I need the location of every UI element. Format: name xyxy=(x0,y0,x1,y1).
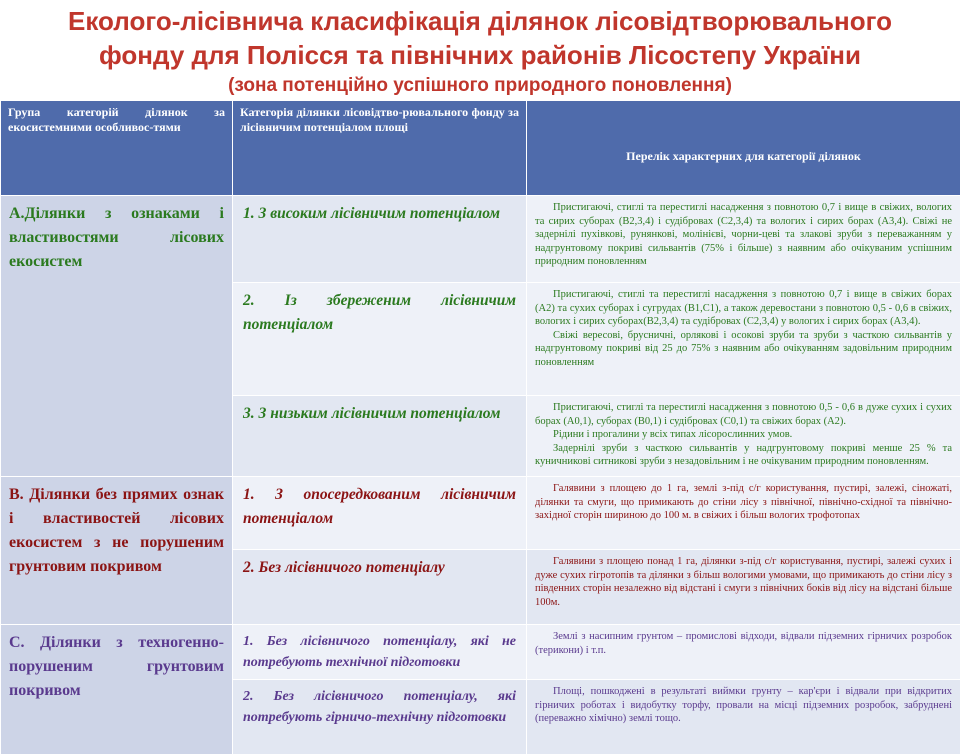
description-c2 xyxy=(527,680,960,755)
category-a3: 3. З низьким лісівничим потенціалом xyxy=(233,396,527,477)
description-paragraph: Галявини з площею понад 1 га, ділянки з-під с/г користування, пустирі, залежі сухих і дуже сухих гігротопів та ділянки з більш вологими умовами, що примикають до стіни лісу з південних сторін незалежно від відстані і смуги з північних боків від лісу на відстані більше 100м. xyxy=(535,555,952,609)
table-header-row xyxy=(1,101,960,196)
title-line-1: Еколого-лісівнича класифікація ділянок лісовідтворювального xyxy=(0,4,960,38)
slide-title xyxy=(0,4,960,98)
title-subtitle: (зона потенційно успішного природного поновлення) xyxy=(0,74,960,98)
group-c-label: С. Ділянки з техногенно-порушеним грунтовим покривом xyxy=(1,625,233,755)
description-paragraph: Пристигаючі, стиглі та перестиглі насадження з повнотою 0,7 і вище в свіжих борах (А2) та сухих суборах і сугрудах (В1,С1), а також деревостани з повнотою 0,5 - 0,6 в свіжих, вологих і сирих суборах(В2,3,4) та судібровах (С2,3,4) у вологих і сирих борах (А3,4). xyxy=(535,288,952,329)
table-row xyxy=(1,196,960,283)
description-a1 xyxy=(527,196,960,283)
category-a2: 2. Із збереженим лісівничим потенціалом xyxy=(233,283,527,396)
description-paragraph: Галявини з площею до 1 га, землі з-під с/г користування, пустирі, залежі, сіножаті, ділянки та смуги, що примикають до стіни лісу з північної, північно-східної та північно-західної сторін шириною до 100 м. в свіжих і більш вологих трофотопах xyxy=(535,482,952,523)
description-b2 xyxy=(527,550,960,625)
description-paragraph: Свіжі вересові, брусничні, орлякові і осокові зруби та зруби з часткою сильвантів у надгрунтовому покриві від 25 до 75% з наявним або очікуванням задовільним природним поновленням xyxy=(535,329,952,370)
description-c1 xyxy=(527,625,960,680)
category-c2: 2. Без лісівничого потенціалу, які потребують гірничо-технічну підготовки xyxy=(233,680,527,755)
table-row xyxy=(1,625,960,680)
header-category: Категорія ділянки лісовідтво-рювального фонду за лісівничим потенціалом площі xyxy=(233,101,527,196)
description-paragraph: Рідини і прогалини у всіх типах лісорослинних умов. xyxy=(535,428,952,442)
category-c1: 1. Без лісівничого потенціалу, які не потребують технічної підготовки xyxy=(233,625,527,680)
description-paragraph: Площі, пошкоджені в результаті виймки грунту – кар'єри і відвали при відкритих гірничих роботах і видобутку торфу, провали на місці підземних розробок, забруднені (переважно хімічно) землі тощо. xyxy=(535,685,952,726)
description-a3 xyxy=(527,396,960,477)
category-a1: 1. З високим лісівничим потенціалом xyxy=(233,196,527,283)
description-b1 xyxy=(527,477,960,550)
classification-table xyxy=(0,100,960,755)
description-a2 xyxy=(527,283,960,396)
description-paragraph: Пристигаючі, стиглі та перестиглі насадження з повнотою 0,7 і вище в свіжих, вологих та сирих суборах (В2,3,4) і судібровах (С2,3,4) та вологих і сирих борах (А3,4). Свіжі не задернілі пухівкові, рунянкові, молінієві, чорни-цеві та злакові зруби з переважанням у надгрунтовому покриві сильвантів (75% і більше) з наявним або очікуваним успішним природним поновленням xyxy=(535,201,952,269)
description-paragraph: Землі з насипним грунтом – промислові відходи, відвали підземних гірничих розробок (терикони) і т.п. xyxy=(535,630,952,657)
title-line-2: фонду для Полісся та північних районів Лісостепу України xyxy=(0,38,960,72)
category-b2: 2. Без лісівничого потенціалу xyxy=(233,550,527,625)
group-a-label: А.Ділянки з ознаками і властивостями лісових екосистем xyxy=(1,196,233,477)
table-row xyxy=(1,477,960,550)
header-group: Група категорій ділянок за екосистемними особливос-тями xyxy=(1,101,233,196)
category-b1: 1. З опосередкованим лісівничим потенціалом xyxy=(233,477,527,550)
description-paragraph: Пристигаючі, стиглі та перестиглі насадження з повнотою 0,5 - 0,6 в дуже сухих і сухих борах (А0,1), суборах (В0,1) і судібровах (С0,1) та свіжих борах (А2). xyxy=(535,401,952,428)
description-paragraph: Задернілі зруби з часткою сильвантів у надгрунтовому покриві менше 25 % та куничникові ситникові зруби з незадовільним і не очікуваним природним поновленням. xyxy=(535,442,952,469)
group-b-label: В. Ділянки без прямих ознак і властивостей лісових екосистем з не порушеним грунтовим покривом xyxy=(1,477,233,625)
header-list: Перелік характерних для категорії ділянок xyxy=(527,101,960,196)
